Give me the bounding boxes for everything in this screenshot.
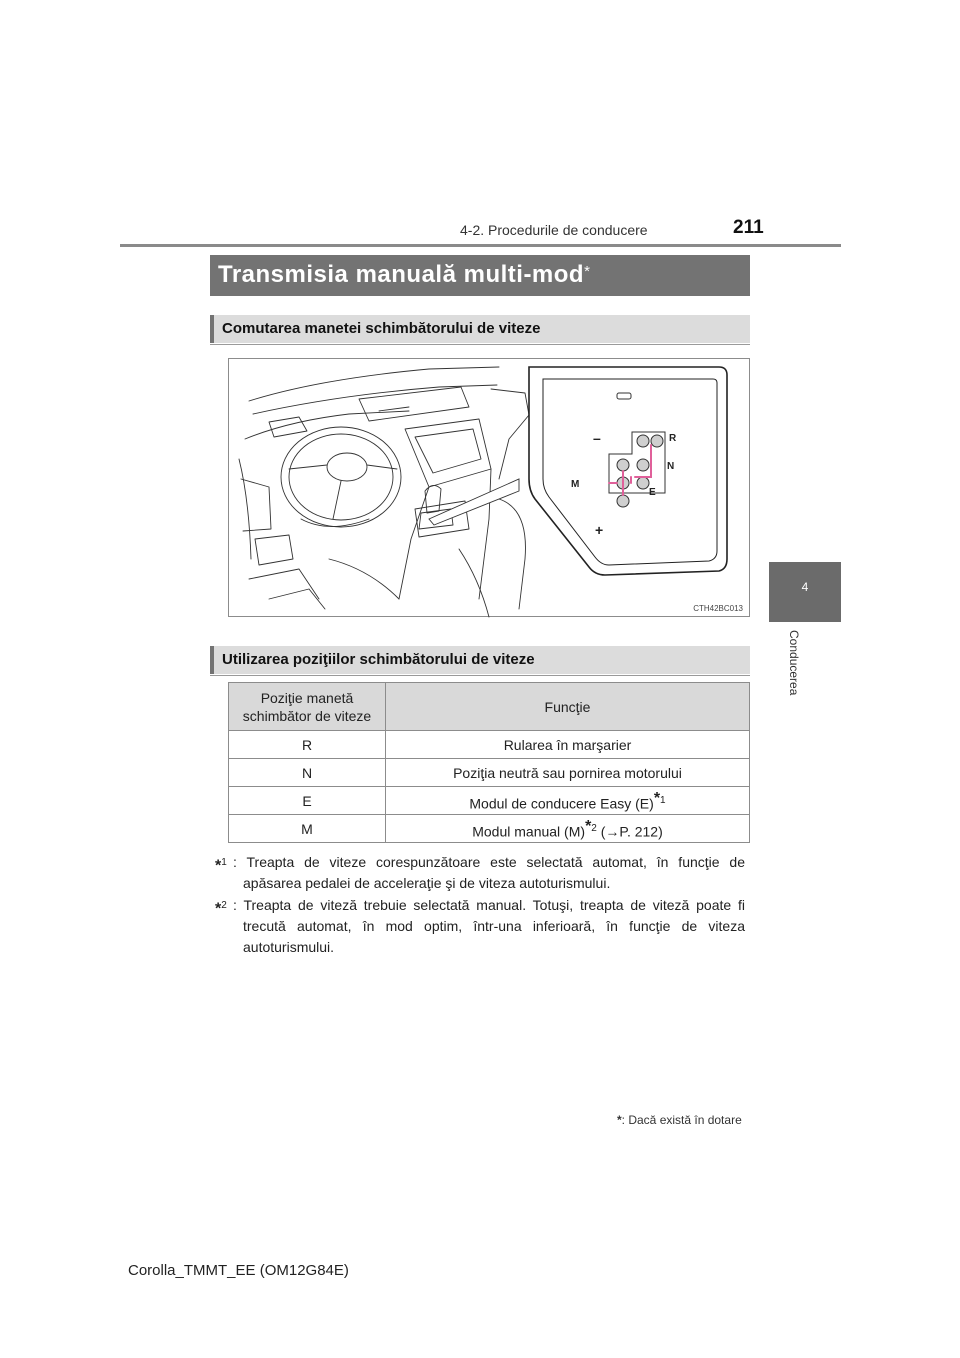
gate-label-plus: +	[595, 522, 604, 538]
footnote-text: : Treapta de viteză trebuie selectată manual. Totuşi, treapta de viteză poate fi trecută automat, în mod optim, într-una inferioară, în funcţie de viteza autoturismului.	[233, 897, 745, 955]
table-cell-position: M	[229, 815, 386, 843]
gate-label-minus: –	[593, 430, 601, 446]
table-header-row	[229, 683, 750, 731]
title-text: Transmisia manuală multi-mod	[218, 261, 585, 288]
footnote	[215, 852, 745, 894]
title-optional-marker: *	[584, 263, 591, 280]
table-row	[229, 759, 750, 787]
chapter-tab	[769, 562, 841, 622]
page-title	[210, 255, 750, 296]
gate-label-m: M	[571, 479, 580, 490]
table-row	[229, 731, 750, 759]
optional-text: : Dacă există în dotare	[621, 1113, 742, 1127]
figure-code: CTH42BC013	[693, 604, 743, 613]
positions-table	[228, 682, 750, 843]
header-section: 4-2. Procedurile de conducere	[460, 222, 648, 238]
function-text: Modul manual (M)	[472, 823, 586, 840]
footnote-ref: 2	[591, 822, 597, 834]
chapter-number: 4	[801, 580, 809, 594]
footnote-marker: *$^2$	[215, 900, 227, 918]
gate-label-e: E	[649, 487, 656, 498]
table-cell-position: N	[229, 759, 386, 787]
footnote-star: *	[653, 789, 661, 807]
gate-label-n: N	[667, 461, 675, 472]
header-rule	[120, 244, 841, 247]
page-reference-link[interactable]: (→P. 212)	[596, 823, 663, 840]
table-row	[229, 815, 750, 843]
footnote-star: *	[585, 817, 592, 835]
page-number: 211	[733, 217, 764, 238]
footer-model: Corolla_TMMT_EE (OM12G84E)	[128, 1262, 349, 1279]
function-text: Rularea în marşarier	[503, 736, 632, 753]
function-text: Modul de conducere Easy (E)	[469, 795, 654, 812]
chapter-label: Conducerea	[787, 630, 801, 696]
footnote	[215, 895, 745, 958]
table-header-position: Poziţie manetă schimbător de viteze	[229, 683, 386, 731]
dashboard-illustration	[229, 359, 751, 618]
function-text: Poziţia neutră sau pornirea motorului	[453, 764, 682, 781]
table-cell-function	[386, 787, 750, 815]
gate-label-r: R	[669, 433, 677, 444]
section-heading-shift-lever: Comutarea manetei schimbătorului de viteze	[210, 315, 750, 343]
table-cell-position: R	[229, 731, 386, 759]
table-cell-function	[386, 815, 750, 843]
table-cell-function	[386, 759, 750, 787]
footnote-marker: *$^1$	[215, 857, 227, 875]
optional-equipment-note	[617, 1113, 742, 1127]
section-heading-positions: Utilizarea poziţiilor schimbătorului de viteze	[210, 646, 750, 674]
table-row	[229, 787, 750, 815]
shift-lever-figure	[228, 358, 750, 617]
table-header-function: Funcţie	[386, 683, 750, 731]
footnote-text: : Treapta de viteze corespunzătoare este selectată automat, în funcţie de apăsarea pedalei de acceleraţie şi de viteza autoturismului.	[233, 854, 745, 891]
optional-marker: *	[617, 1113, 622, 1127]
footnote-ref: 1	[660, 794, 666, 806]
table-cell-function	[386, 731, 750, 759]
table-cell-position: E	[229, 787, 386, 815]
